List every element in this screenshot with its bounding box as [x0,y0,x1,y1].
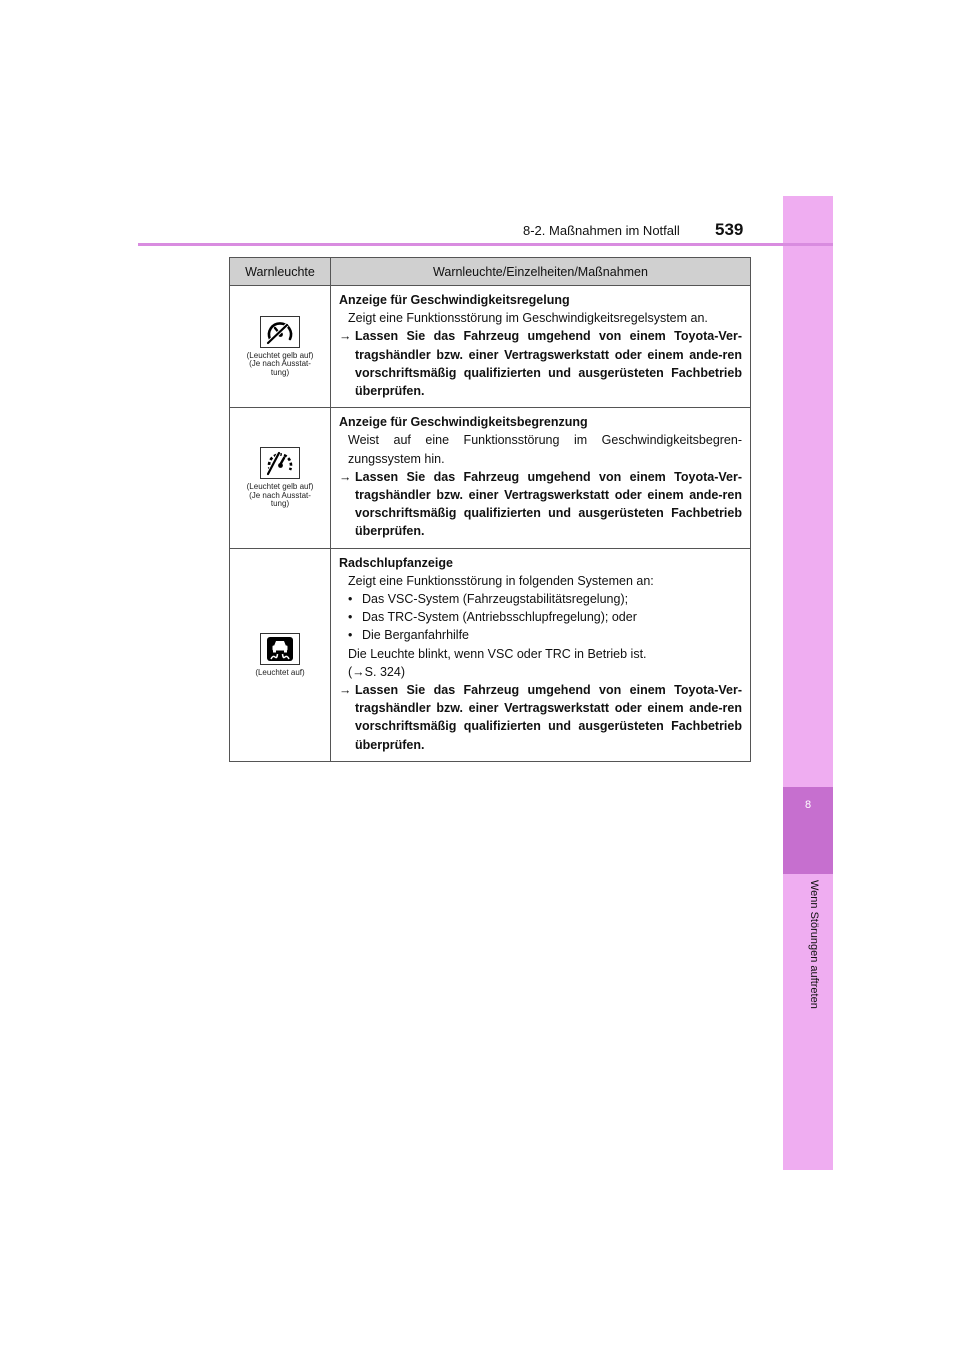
chapter-number: 8 [804,799,812,811]
icon-caption-line: (Leuchtet auf) [255,667,305,677]
row-description: Zeigt eine Funktionsstörung im Geschwindigkeitsregelsystem an. [348,311,708,326]
chapter-tab [783,787,833,874]
chapter-label: Wenn Störungen auftreten [808,880,820,1009]
icon-caption-line: tung) [270,367,290,377]
header-rule [138,243,833,246]
arrow-icon: → [339,683,352,698]
icon-caption-line: (Je nach Ausstat- [249,359,311,369]
icon-caption-line: (Leuchtet gelb auf) [246,350,314,360]
page-reference-text: S. 324 [364,664,401,679]
col-header-details: Warnleuchte/Einzelheiten/Maßnahmen [331,258,751,286]
slip-indicator-icon [260,633,300,665]
action-text: Lassen Sie das Fahrzeug umgehend von einem Toyota-Ver-tragshändler bzw. einer Vertragswerkstatt oder einem ande-ren vorschriftsmäßig qualifizierten und ausgerüsteten Fachbetrieb überprüfen. [355,683,742,752]
text-cell [331,408,751,548]
icon-caption-line: tung) [270,499,290,509]
table-row [230,408,751,548]
list-item [339,608,742,626]
bullet-icon: • [348,628,353,643]
list-item-text: Das TRC-System (Antriebsschlupfregelung); oder [362,610,637,625]
row-description: Zeigt eine Funktionsstörung in folgenden Systemen an: [348,573,654,588]
row-title: Anzeige für Geschwindigkeitsregelung [339,293,570,307]
row-title: Radschlupfanzeige [339,555,453,570]
icon-cell [230,548,331,761]
action-line [339,468,742,541]
text-cell [331,548,751,761]
action-text: Lassen Sie das Fahrzeug umgehend von einem Toyota-Ver-tragshändler bzw. einer Vertragswerkstatt oder einem ande-ren vorschriftsmäßig qualifizierten und ausgerüsteten Fachbetrieb überprüfen. [355,329,742,399]
text-cell [331,286,751,408]
arrow-icon: → [352,664,365,679]
icon-caption-line: (Leuchtet gelb auf) [246,482,314,492]
list-item-text: Die Berganfahrhilfe [362,628,470,643]
page-number: 539 [715,220,744,239]
icon-cell [230,286,331,408]
action-text: Lassen Sie das Fahrzeug umgehend von einem Toyota-Ver-tragshändler bzw. einer Vertragswerkstatt oder einem ande-ren vorschriftsmäßig qualifizierten und ausgerüsteten Fachbetrieb überprüfen. [355,469,742,539]
page-reference: (→S. 324) [348,664,405,679]
arrow-icon: → [339,329,352,344]
bullet-icon: • [348,592,353,607]
row-title: Anzeige für Geschwindigkeitsbegrenzung [339,415,588,430]
action-line [339,681,742,754]
list-item [339,590,742,608]
table-row [230,286,751,408]
icon-cell [230,408,331,548]
arrow-icon: → [339,469,352,484]
row-note: Die Leuchte blinkt, wenn VSC oder TRC in Betrieb ist. [348,646,647,661]
row-description: Weist auf eine Funktionsstörung im Geschwindigkeitsbegren-zungssystem hin. [348,433,742,466]
icon-caption-line: (Je nach Ausstat- [249,490,311,500]
bullet-icon: • [348,610,353,625]
action-line [339,327,742,400]
list-item [339,626,742,644]
section-title: 8-2. Maßnahmen im Notfall [523,223,680,238]
speed-limiter-icon [260,447,300,479]
table-header-row [230,258,751,286]
col-header-warnleuchte: Warnleuchte [230,258,331,286]
list-item-text: Das VSC-System (Fahrzeugstabilitätsregelung); [362,592,629,607]
table-row [230,548,751,761]
warning-light-table [229,257,751,762]
cruise-control-icon [260,316,300,348]
